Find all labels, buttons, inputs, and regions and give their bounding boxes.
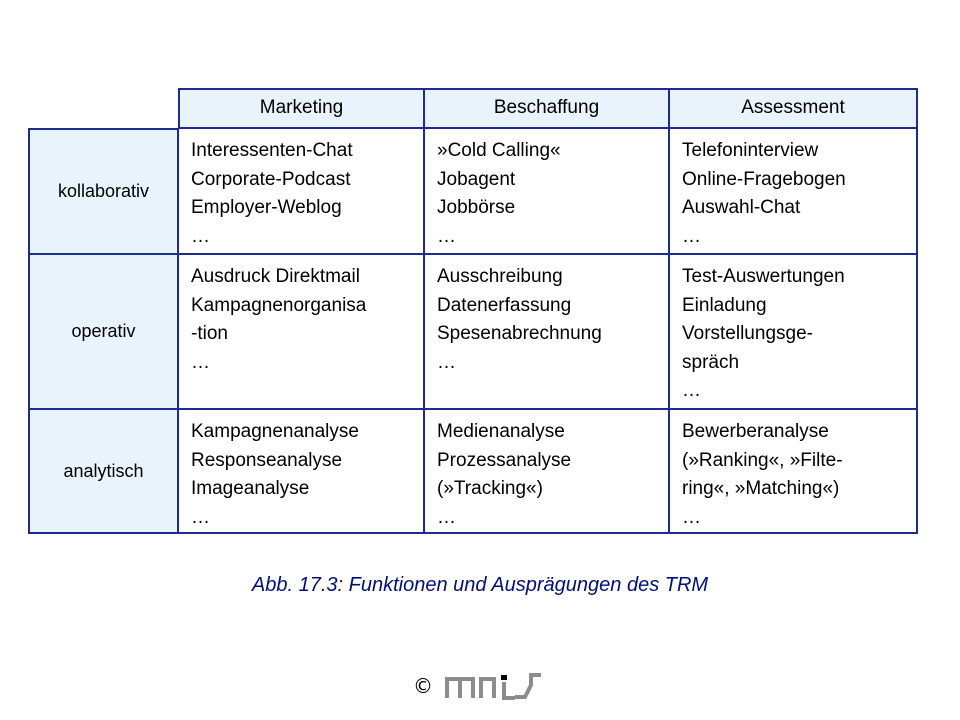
cell-line: …: [437, 351, 456, 373]
copyright-symbol: ©: [413, 674, 433, 698]
figure-caption: Abb. 17.3: Funktionen und Ausprägungen des TRM: [251, 574, 709, 596]
cell-line: Test-Auswertungen: [682, 266, 845, 287]
cell-line: Medienanalyse: [437, 421, 565, 442]
cell-operativ-marketing: [178, 254, 424, 409]
cell-line: Ausschreibung: [437, 266, 563, 287]
cell-line: Online-Fragebogen: [682, 168, 846, 190]
cell-line: Corporate-Podcast: [191, 168, 351, 190]
cell-line: Employer-Weblog: [191, 197, 342, 218]
cell-line: spräch: [682, 351, 740, 373]
column-header-assessment: Assessment: [669, 88, 918, 128]
cell-kollaborativ-marketing: [178, 128, 424, 254]
footer: [0, 666, 960, 706]
column-header-beschaffung: Beschaffung: [424, 88, 669, 128]
cell-analytisch-marketing: [178, 409, 424, 534]
cell-line: …: [682, 225, 701, 247]
cell-line: …: [191, 506, 210, 528]
cell-line: (»Ranking«, »Filte-: [682, 449, 843, 471]
cell-line: …: [682, 506, 701, 528]
cell-line: Prozessanalyse: [437, 449, 572, 471]
cell-line: Kampagnenanalyse: [191, 421, 359, 442]
cell-line: -tion: [191, 323, 228, 344]
cell-line: Imageanalyse: [191, 478, 310, 499]
cell-kollaborativ-assessment: [669, 128, 918, 254]
cell-line: (»Tracking«): [437, 478, 543, 499]
cell-line: »Cold Calling«: [437, 140, 561, 161]
cell-line: Interessenten-Chat: [191, 140, 353, 161]
cell-line: Bewerberanalyse: [682, 421, 829, 442]
row-label-analytisch: analytisch: [28, 409, 178, 534]
cell-line: Ausdruck Direktmail: [191, 266, 360, 287]
cell-line: Spesenabrechnung: [437, 323, 602, 344]
cell-line: Vorstellungsge-: [682, 323, 813, 344]
cell-line: Jobbörse: [437, 197, 516, 218]
column-header-marketing: Marketing: [178, 88, 424, 128]
row-label-operativ: operativ: [28, 254, 178, 409]
cell-line: Einladung: [682, 294, 767, 316]
cell-line: Responseanalyse: [191, 449, 343, 471]
cell-analytisch-assessment: [669, 409, 918, 534]
cell-line: Telefoninterview: [682, 140, 819, 161]
cell-line: …: [437, 506, 456, 528]
cell-line: …: [191, 351, 210, 373]
row-label-kollaborativ: kollaborativ: [28, 128, 178, 254]
cell-analytisch-beschaffung: [424, 409, 669, 534]
cell-line: Kampagnenorganisa: [191, 294, 367, 316]
cell-line: …: [682, 380, 701, 401]
cell-line: ring«, »Matching«): [682, 478, 840, 499]
cell-line: Auswahl-Chat: [682, 197, 801, 218]
cell-line: …: [191, 225, 210, 247]
cell-line: Datenerfassung: [437, 294, 572, 316]
function-matrix-table: [28, 88, 918, 534]
mis-logo-icon: [443, 669, 547, 703]
cell-line: …: [437, 225, 456, 247]
cell-kollaborativ-beschaffung: [424, 128, 669, 254]
cell-operativ-beschaffung: [424, 254, 669, 409]
cell-line: Jobagent: [437, 168, 516, 190]
cell-operativ-assessment: [669, 254, 918, 409]
